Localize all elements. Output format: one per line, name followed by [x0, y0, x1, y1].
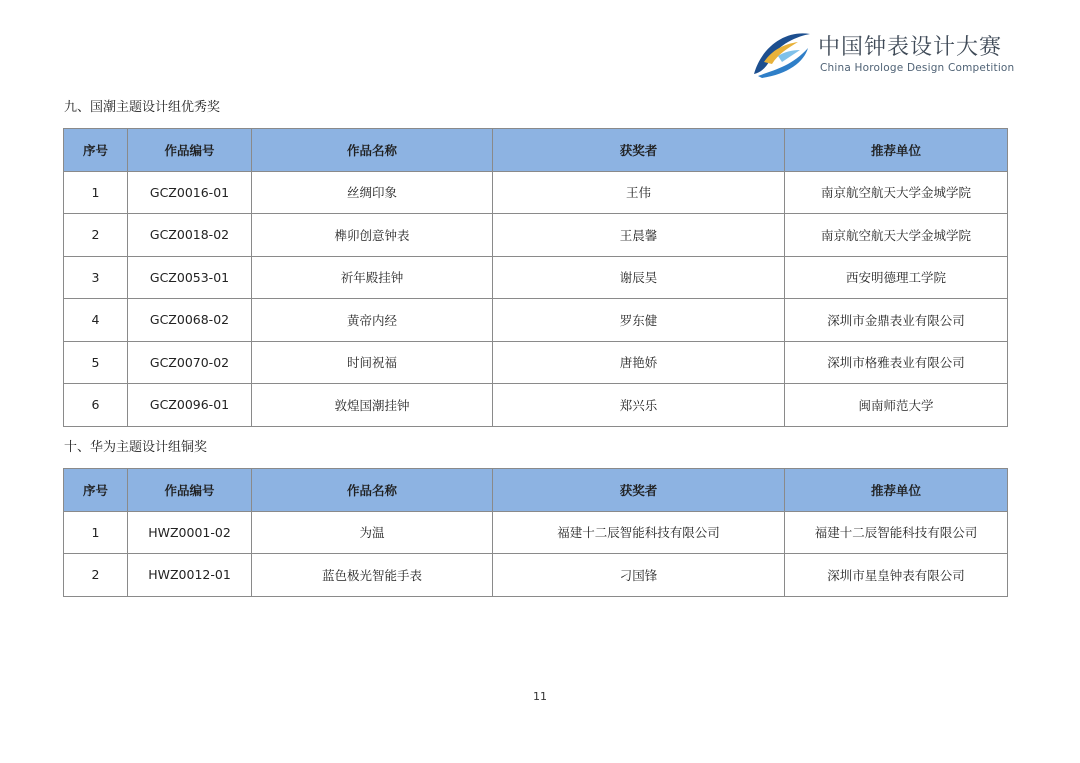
- cell-index: 1: [64, 511, 128, 554]
- cell-winner: 王晨馨: [493, 214, 785, 257]
- column-header-code: 作品编号: [128, 129, 252, 172]
- cell-unit: 南京航空航天大学金城学院: [785, 171, 1008, 214]
- logo-chinese-title: 中国钟表设计大赛: [818, 35, 1003, 60]
- cell-winner: 王伟: [493, 171, 785, 214]
- cell-index: 6: [64, 384, 128, 427]
- cell-index: 2: [64, 554, 128, 597]
- cell-winner: 谢辰昊: [493, 256, 785, 299]
- cell-code: GCZ0068-02: [128, 299, 252, 342]
- table-row: [64, 214, 1008, 257]
- column-header-unit: 推荐单位: [785, 129, 1008, 172]
- cell-work-name: 时间祝福: [252, 341, 493, 384]
- table-row: [64, 299, 1008, 342]
- cell-unit: 南京航空航天大学金城学院: [785, 214, 1008, 257]
- column-header-winner: 获奖者: [493, 469, 785, 512]
- page-number: 11: [533, 690, 547, 703]
- cell-work-name: 为温: [252, 511, 493, 554]
- cell-index: 1: [64, 171, 128, 214]
- column-header-work-name: 作品名称: [252, 129, 493, 172]
- section-title-huawei: 十、华为主题设计组铜奖: [64, 440, 208, 455]
- cell-code: GCZ0070-02: [128, 341, 252, 384]
- cell-work-name: 榫卯创意钟表: [252, 214, 493, 257]
- cell-work-name: 丝绸印象: [252, 171, 493, 214]
- cell-code: GCZ0096-01: [128, 384, 252, 427]
- column-header-index: 序号: [64, 469, 128, 512]
- cell-index: 4: [64, 299, 128, 342]
- column-header-winner: 获奖者: [493, 129, 785, 172]
- cell-work-name: 敦煌国潮挂钟: [252, 384, 493, 427]
- cell-work-name: 黄帝内经: [252, 299, 493, 342]
- logo-english-title: China Horologe Design Competition: [820, 62, 1015, 74]
- swoosh-emblem-icon: [748, 26, 814, 82]
- cell-code: HWZ0001-02: [128, 511, 252, 554]
- cell-unit: 深圳市星皇钟表有限公司: [785, 554, 1008, 597]
- cell-winner: 唐艳娇: [493, 341, 785, 384]
- cell-code: GCZ0053-01: [128, 256, 252, 299]
- cell-index: 5: [64, 341, 128, 384]
- table-row: [64, 384, 1008, 427]
- cell-code: GCZ0018-02: [128, 214, 252, 257]
- cell-code: GCZ0016-01: [128, 171, 252, 214]
- cell-index: 2: [64, 214, 128, 257]
- cell-winner: 刁国锋: [493, 554, 785, 597]
- cell-winner: 郑兴乐: [493, 384, 785, 427]
- cell-unit: 深圳市格雅表业有限公司: [785, 341, 1008, 384]
- table-row: [64, 554, 1008, 597]
- cell-work-name: 蓝色极光智能手表: [252, 554, 493, 597]
- column-header-work-name: 作品名称: [252, 469, 493, 512]
- column-header-index: 序号: [64, 129, 128, 172]
- column-header-code: 作品编号: [128, 469, 252, 512]
- column-header-unit: 推荐单位: [785, 469, 1008, 512]
- award-table-huawei: [63, 468, 1008, 597]
- cell-unit: 福建十二辰智能科技有限公司: [785, 511, 1008, 554]
- cell-unit: 西安明德理工学院: [785, 256, 1008, 299]
- award-table-guochao: [63, 128, 1008, 427]
- cell-unit: 深圳市金鼎表业有限公司: [785, 299, 1008, 342]
- cell-winner: 福建十二辰智能科技有限公司: [493, 511, 785, 554]
- table-row: [64, 511, 1008, 554]
- table-header-row: [64, 129, 1008, 172]
- cell-work-name: 祈年殿挂钟: [252, 256, 493, 299]
- table-row: [64, 341, 1008, 384]
- table-row: [64, 256, 1008, 299]
- table-row: [64, 171, 1008, 214]
- table-header-row: [64, 469, 1008, 512]
- cell-winner: 罗东健: [493, 299, 785, 342]
- cell-index: 3: [64, 256, 128, 299]
- section-title-guochao: 九、国潮主题设计组优秀奖: [64, 100, 221, 115]
- cell-unit: 闽南师范大学: [785, 384, 1008, 427]
- competition-logo: [748, 26, 1015, 82]
- cell-code: HWZ0012-01: [128, 554, 252, 597]
